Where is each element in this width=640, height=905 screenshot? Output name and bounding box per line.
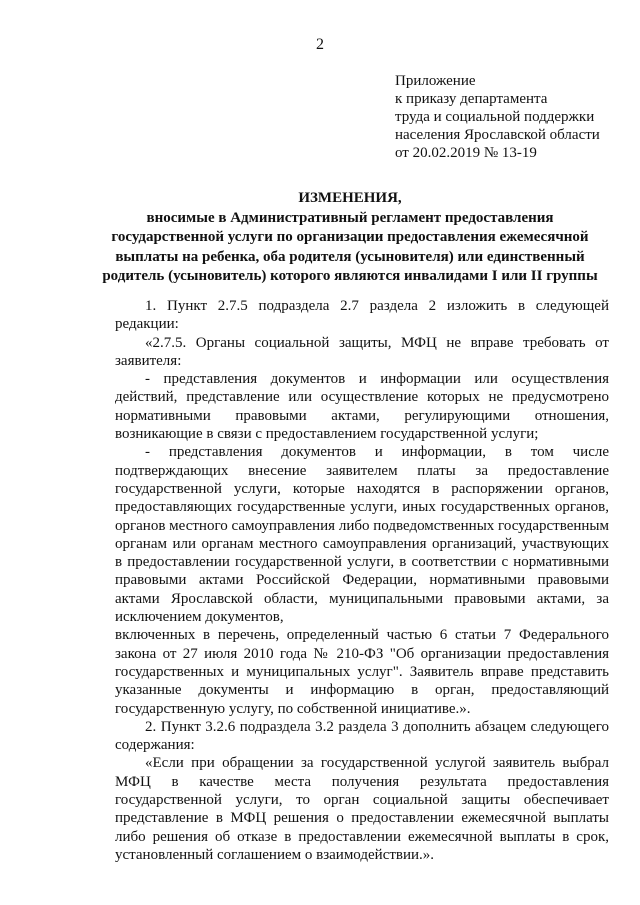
body-line: государственных и муниципальных услуг". Заявитель вправе представить (115, 663, 609, 680)
body-line: редакции: (115, 316, 179, 333)
body-line: содержания: (115, 737, 195, 754)
body-line: действий, представление или осуществление которых не предусмотрено (115, 389, 609, 406)
body-line: предоставляющих государственные услуги, иных государственных органов, (115, 499, 609, 516)
title-subtitle-line: вносимые в Административный регламент предоставления (146, 209, 554, 226)
body-line: заявителя: (115, 352, 182, 369)
body-line: - представления документов и информации, в том числе (145, 444, 609, 461)
appendix-line: к приказу департамента (395, 91, 548, 107)
body-line: представление в МФЦ решения о предоставлении ежемесячной выплаты (115, 810, 609, 827)
title-subtitle-line: государственной услуги по организации предоставления ежемесячной (111, 229, 589, 245)
body-line: возникающие в связи с предоставлением государственной услуги; (115, 426, 539, 443)
body-line: 1. Пункт 2.7.5 подраздела 2.7 раздела 2 изложить в следующей (145, 298, 609, 314)
body-line: актами Ярославской области, муниципальными правовыми актами, за (115, 590, 609, 607)
body-line: указанные документы и информацию в орган, предоставляющий (115, 682, 609, 699)
document-body (115, 297, 609, 864)
body-line: в предоставлении государственной услуги, в соответствии с нормативными (115, 554, 609, 571)
appendix-line: населения Ярославской области (395, 127, 600, 143)
body-line: государственной услуги, которые находятся в распоряжении органов, (115, 480, 609, 497)
appendix-block (395, 72, 635, 162)
body-line: нормативными правовыми актами, регулирующими отношения, (115, 407, 609, 424)
title-subtitle-line: выплаты на ребенка, оба родителя (усыновителя) или единственный (115, 248, 585, 265)
body-line: государственной услуги, то орган социальной защиты обеспечивает (115, 792, 609, 809)
body-line: - представления документов и информации или осуществления (145, 371, 609, 388)
title-subtitle-line: родитель (усыновитель) которого являются инвалидами I или II группы (102, 268, 598, 284)
body-line: исключением документов, (115, 609, 284, 626)
body-line: государственную услугу, по собственной инициативе.». (115, 700, 471, 717)
appendix-line: от 20.02.2019 № 13-19 (395, 145, 537, 161)
body-line: закона от 27 июля 2010 года № 210-ФЗ "Об организации предоставления (115, 645, 609, 662)
body-line: органам или органам местного самоуправления организаций, участвующих (115, 535, 609, 552)
body-line: включенных в перечень, определенный частью 6 статьи 7 Федерального (115, 627, 609, 644)
body-line: МФЦ в качестве места получения результата предоставления (115, 773, 609, 790)
body-line: подтверждающих внесение заявителем платы за предоставление (115, 462, 609, 479)
body-line: органов местного самоуправления либо подведомственных государственным (115, 517, 609, 534)
document-title (100, 189, 600, 287)
body-line: 2. Пункт 3.2.6 подраздела 3.2 раздела 3 дополнить абзацем следующего (145, 718, 609, 735)
page-number: 2 (316, 36, 324, 53)
body-line: установленный соглашением о взаимодействии.». (115, 846, 435, 863)
appendix-line: труда и социальной поддержки (395, 109, 595, 125)
body-line: «Если при обращении за государственной услугой заявитель выбрал (145, 755, 609, 772)
appendix-line: Приложение (395, 73, 476, 89)
title-heading: ИЗМЕНЕНИЯ, (298, 190, 402, 206)
body-line: правовыми актами Российской Федерации, нормативными правовыми (115, 572, 609, 589)
body-line: либо решения об отказе в предоставлении ежемесячной выплаты в срок, (115, 828, 609, 845)
body-line: «2.7.5. Органы социальной защиты, МФЦ не вправе требовать от (145, 334, 609, 351)
